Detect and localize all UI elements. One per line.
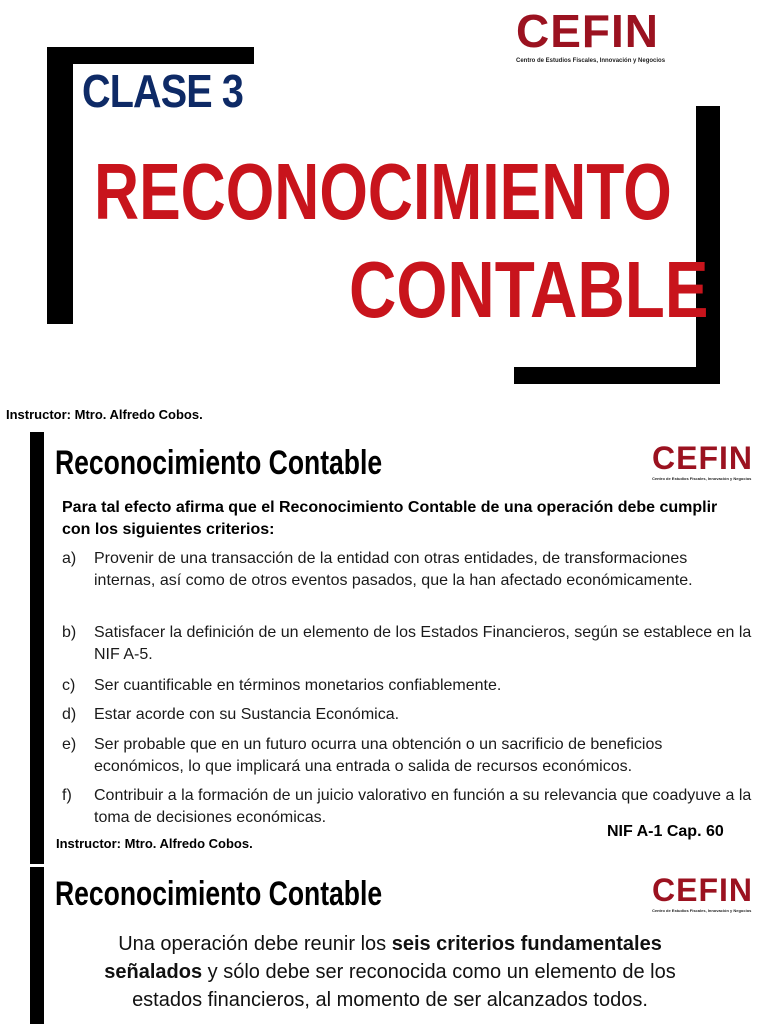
nif-reference: NIF A-1 Cap. 60 xyxy=(607,823,724,840)
logo-subtitle: Centro de Estudios Fiscales, Innovación y Negocios xyxy=(652,908,752,913)
logo-wordmark: CEFIN xyxy=(652,872,753,908)
criterion-letter: f) xyxy=(62,787,72,804)
criterion-letter: e) xyxy=(62,736,77,753)
criterion-item xyxy=(62,734,752,778)
bracket-top-left-horizontal xyxy=(47,47,254,64)
slide3-title: Reconocimiento Contable xyxy=(55,875,383,913)
criterion-letter: d) xyxy=(62,706,77,723)
criterion-text: Provenir de una transacción de la entidad con otras entidades, de transformaciones internas, así como de otros eventos pasados, que la han afectado económicamente. xyxy=(94,550,693,589)
criterion-letter: c) xyxy=(62,677,76,694)
criterion-text: Contribuir a la formación de un juicio valorativo en función a su relevancia que coadyuve a la toma de decisiones económicas. xyxy=(94,787,752,826)
summary-text-emphasis: seis criterios fundamentales señalados xyxy=(104,933,662,983)
cefin-logo-small xyxy=(652,874,753,913)
cover-title-line1: RECONOCIMIENTO xyxy=(94,147,672,236)
instructor-label: Instructor: Mtro. Alfredo Cobos. xyxy=(6,407,203,422)
slide3-left-bar xyxy=(30,867,44,1024)
bracket-top-left-vertical xyxy=(47,47,73,324)
logo-wordmark: CEFIN xyxy=(516,5,659,57)
cefin-logo-small xyxy=(652,442,753,481)
logo-subtitle: Centro de Estudios Fiscales, Innovación y Negocios xyxy=(652,476,752,481)
summary-paragraph xyxy=(70,930,710,1014)
criterion-text: Satisfacer la definición de un elemento de los Estados Financieros, según se establece en la NIF A-5. xyxy=(94,624,752,663)
logo-wordmark: CEFIN xyxy=(652,440,753,476)
summary-text-part2: y sólo debe ser reconocida como un elemento de los estados financieros, al momento de ser alcanzados todos. xyxy=(132,961,676,1011)
cover-title-line2: CONTABLE xyxy=(349,245,709,334)
criterion-item xyxy=(62,548,752,592)
slide2-title: Reconocimiento Contable xyxy=(55,444,383,482)
criterion-item xyxy=(62,675,752,697)
criterion-item xyxy=(62,704,752,726)
criterion-text: Estar acorde con su Sustancia Económica. xyxy=(94,706,400,723)
criterion-letter: a) xyxy=(62,550,77,567)
criterion-letter: b) xyxy=(62,624,77,641)
instructor-label: Instructor: Mtro. Alfredo Cobos. xyxy=(56,836,253,851)
summary-text-part1: Una operación debe reunir los xyxy=(118,933,392,955)
criterion-item xyxy=(62,622,752,666)
slide2-left-bar xyxy=(30,432,44,864)
criteria-intro: Para tal efecto afirma que el Reconocimiento Contable de una operación debe cumplir con los siguientes criterios: xyxy=(62,499,718,538)
criterion-text: Ser cuantificable en términos monetarios confiablemente. xyxy=(94,677,502,694)
class-number: CLASE 3 xyxy=(82,65,244,117)
criterion-text: Ser probable que en un futuro ocurra una obtención o un sacrificio de beneficios económicos, lo que implicará una entrada o salida de recursos económicos. xyxy=(94,736,663,775)
logo-subtitle: Centro de Estudios Fiscales, Innovación y Negocios xyxy=(516,58,666,64)
bracket-bottom-right-horizontal xyxy=(514,367,720,384)
cefin-logo xyxy=(516,5,666,64)
